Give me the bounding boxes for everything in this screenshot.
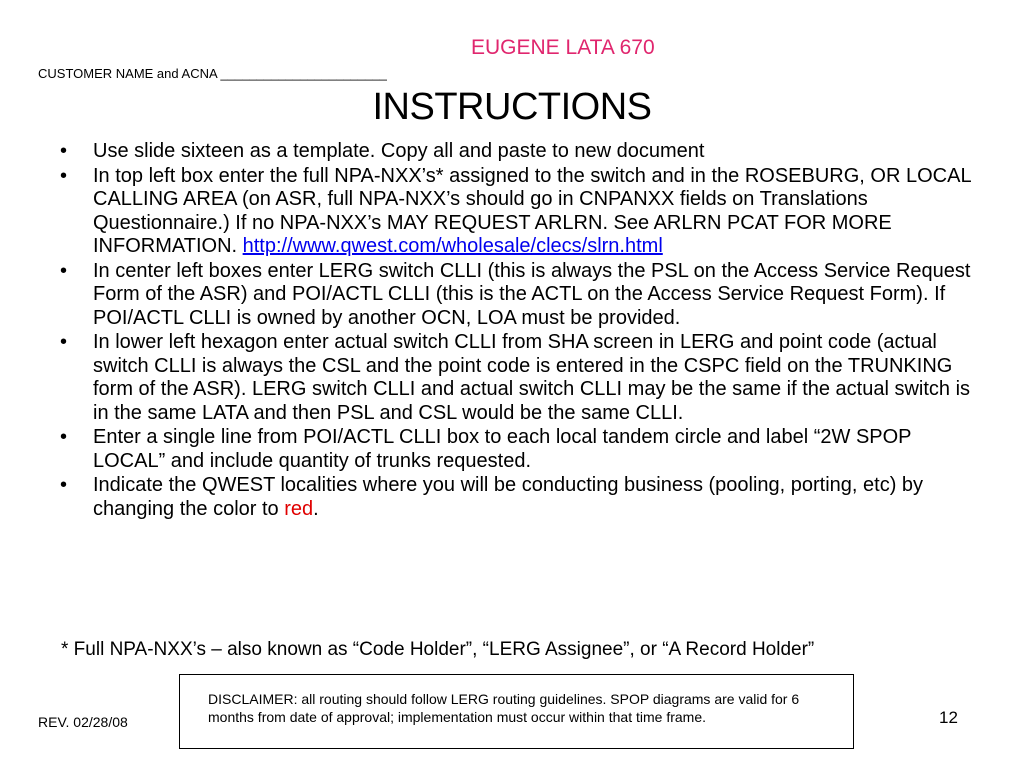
- instruction-item-3: [60, 260, 975, 331]
- slrn-link[interactable]: http://www.qwest.com/wholesale/clecs/slrn.html: [242, 235, 663, 257]
- customer-name-acna-line: CUSTOMER NAME and ACNA _______________________: [38, 66, 387, 81]
- instruction-text: Use slide sixteen as a template. Copy all and paste to new document: [93, 140, 705, 162]
- instruction-item-4: [60, 331, 975, 425]
- page-number: 12: [939, 708, 958, 727]
- instruction-text: Indicate the QWEST localities where you will be conducting business (pooling, porting, etc) by changing the color to: [93, 474, 924, 520]
- bullet-icon: •: [60, 259, 68, 282]
- instruction-item-2: [60, 165, 975, 259]
- disclaimer-text: DISCLAIMER: all routing should follow LERG routing guidelines. SPOP diagrams are valid for 6 months from date of approval; implementation must occur within that time frame.: [208, 691, 800, 725]
- bullet-icon: •: [60, 426, 68, 448]
- bullet-icon: •: [60, 331, 68, 353]
- instruction-text: Enter a single line from POI/ACTL CLLI box to each local tandem circle and label “2W SPOP LOCAL” and include quantity of trunks requested.: [93, 426, 912, 472]
- instruction-text: In center left boxes enter LERG switch CLLI (this is always the PSL on the Access Service Request Form of the ASR) and POI/ACTL CLLI (this is the ACTL on the Access Service Request Form). If POI/ACTL CLLI is owned by another OCN, LOA must be provided.: [93, 259, 971, 329]
- instruction-text: In top left box enter the full NPA-NXX’s* assigned to the switch and in the ROSEBURG, OR LOCAL CALLING AREA (on ASR, full NPA-NXX’s should go in CNPANXX fields on Translations Questionnaire.) If no NPA-NXX’s MAY REQUEST ARLRN. See ARLRN PCAT FOR MORE INFORMATION.: [93, 164, 971, 257]
- instruction-text-end: .: [313, 497, 319, 520]
- red-word: red: [284, 497, 314, 520]
- bullet-icon: •: [60, 164, 68, 187]
- bullet-icon: •: [60, 474, 68, 496]
- disclaimer-box: [179, 674, 854, 749]
- instruction-item-1: [60, 140, 975, 164]
- footnote: * Full NPA-NXX’s – also known as “Code Holder”, “LERG Assignee”, or “A Record Holder”: [61, 639, 815, 660]
- revision-date: REV. 02/28/08: [38, 714, 128, 730]
- instruction-text: In lower left hexagon enter actual switch CLLI from SHA screen in LERG and point code (actual switch CLLI is always the CSL and the point code is entered in the CSPC field on the TRUNKING form of the ASR). LERG switch CLLI and actual switch CLLI may be the same if the actual switch is in the same LATA and then PSL and CSL would be the same CLLI.: [93, 331, 971, 424]
- instructions-list: [60, 140, 975, 522]
- instruction-item-6: [60, 474, 975, 521]
- page-title: INSTRUCTIONS: [372, 86, 652, 128]
- bullet-icon: •: [60, 140, 68, 162]
- lata-title: EUGENE LATA 670: [471, 36, 655, 59]
- instruction-item-5: [60, 426, 975, 473]
